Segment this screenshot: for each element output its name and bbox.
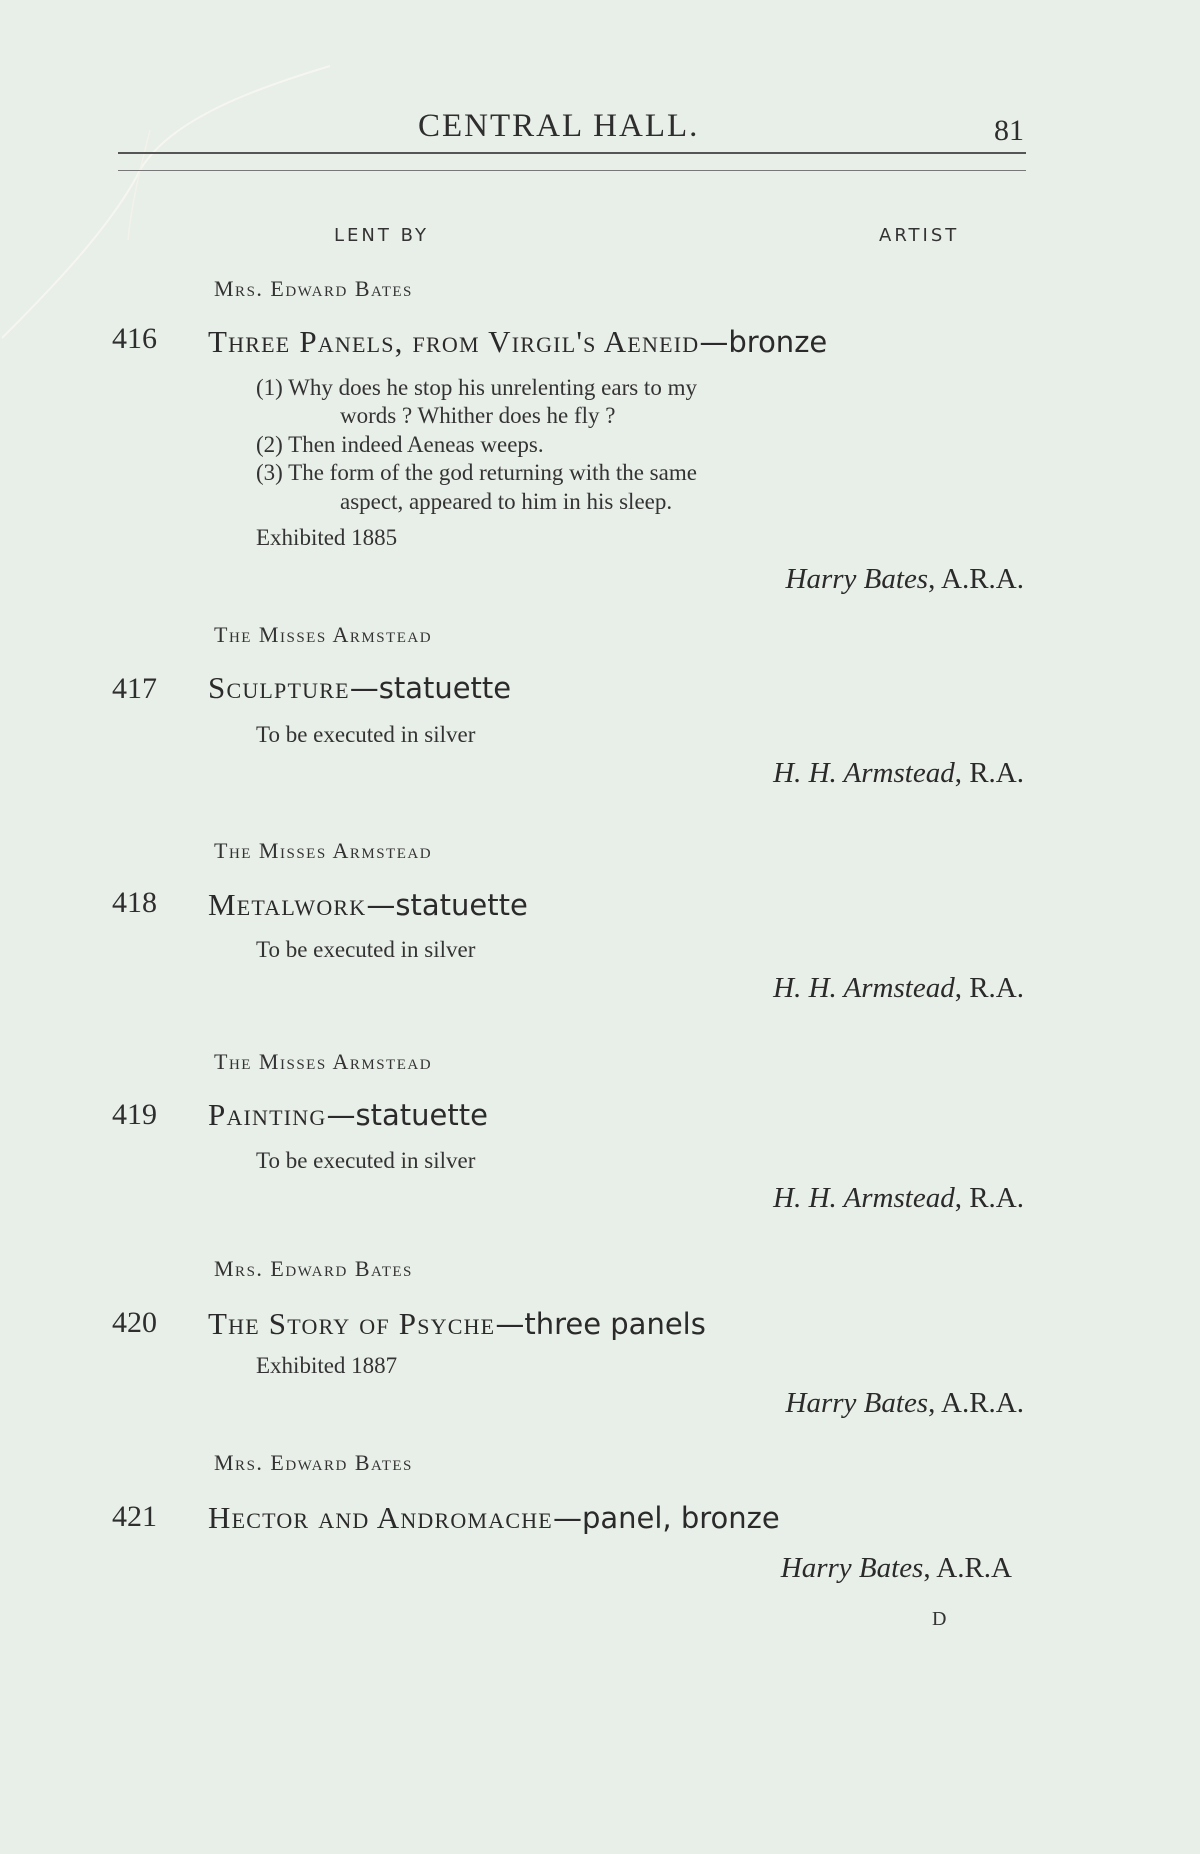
signature-mark: D	[932, 1608, 947, 1630]
artist-credit	[773, 757, 1024, 790]
lent-by-heading: LENT BY	[334, 225, 429, 246]
entry-title	[208, 324, 827, 360]
artist-name: Harry Bates	[785, 1387, 929, 1419]
lender-name: The Misses Armstead	[214, 1049, 433, 1074]
header-rule-top	[118, 152, 1026, 154]
entry-title	[208, 670, 511, 706]
entry-title	[208, 1500, 780, 1536]
title-text: Sculpture	[208, 670, 350, 705]
entry-note: words ? Whither does he fly ?	[340, 403, 616, 428]
lender-name: Mrs. Edward Bates	[214, 276, 413, 301]
page-title: CENTRAL HALL.	[418, 108, 700, 144]
artist-name: H. H. Armstead	[773, 1182, 955, 1214]
page-number: 81	[994, 114, 1024, 147]
artist-credit	[773, 972, 1024, 1005]
artist-credit	[786, 1387, 1024, 1420]
medium-text: —three panels	[495, 1307, 706, 1341]
artist-suffix: , R.A.	[954, 972, 1024, 1004]
entry-title	[208, 1097, 488, 1133]
medium-text: —statuette	[326, 1098, 488, 1132]
artist-name: Harry Bates	[785, 563, 929, 595]
entry-title	[208, 887, 528, 923]
artist-suffix: , R.A.	[954, 757, 1024, 789]
artist-name: Harry Bates	[780, 1552, 924, 1584]
entry-note: To be executed in silver	[256, 1148, 476, 1173]
medium-text: —statuette	[366, 888, 528, 922]
entry-number: 419	[112, 1098, 157, 1131]
entry-number: 421	[112, 1500, 157, 1533]
entry-note: aspect, appeared to him in his sleep.	[340, 489, 673, 514]
medium-text: —panel, bronze	[552, 1501, 780, 1535]
artist-credit	[786, 563, 1024, 596]
artist-suffix: , R.A.	[954, 1182, 1024, 1214]
entry-note: To be executed in silver	[256, 937, 476, 962]
entry-number: 416	[112, 322, 157, 355]
entry-note: (1) Why does he stop his unrelenting ears to my	[256, 375, 697, 400]
entry-number: 417	[112, 672, 157, 705]
artist-suffix: , A.R.A.	[928, 1387, 1024, 1419]
lender-name: Mrs. Edward Bates	[214, 1450, 413, 1475]
entry-note: (3) The form of the god returning with the same	[256, 460, 697, 485]
entry-number: 418	[112, 886, 157, 919]
entry-note: Exhibited 1887	[256, 1353, 398, 1378]
title-text: Three Panels, from Virgil's Aeneid	[208, 324, 700, 359]
medium-text: —bronze	[699, 325, 828, 359]
artist-suffix: , A.R.A	[923, 1552, 1012, 1584]
entry-title	[208, 1306, 706, 1342]
artist-credit	[781, 1552, 1012, 1585]
entry-number: 420	[112, 1306, 157, 1339]
entry-note: To be executed in silver	[256, 722, 476, 747]
artist-suffix: , A.R.A.	[928, 563, 1024, 595]
artist-heading: ARTIST	[879, 225, 960, 246]
title-text: Metalwork	[208, 887, 367, 922]
header-rule-bottom	[118, 170, 1026, 171]
lender-name: Mrs. Edward Bates	[214, 1256, 413, 1281]
artist-name: H. H. Armstead	[773, 757, 955, 789]
lender-name: The Misses Armstead	[214, 622, 433, 647]
title-text: Painting	[208, 1097, 327, 1132]
running-head	[0, 108, 1200, 148]
title-text: Hector and Andromache	[208, 1500, 553, 1535]
lender-name: The Misses Armstead	[214, 838, 433, 863]
title-text: The Story of Psyche	[208, 1306, 496, 1341]
artist-name: H. H. Armstead	[773, 972, 955, 1004]
medium-text: —statuette	[349, 671, 512, 705]
entry-note: Exhibited 1885	[256, 525, 398, 550]
artist-credit	[773, 1182, 1024, 1215]
entry-note: (2) Then indeed Aeneas weeps.	[256, 432, 544, 457]
